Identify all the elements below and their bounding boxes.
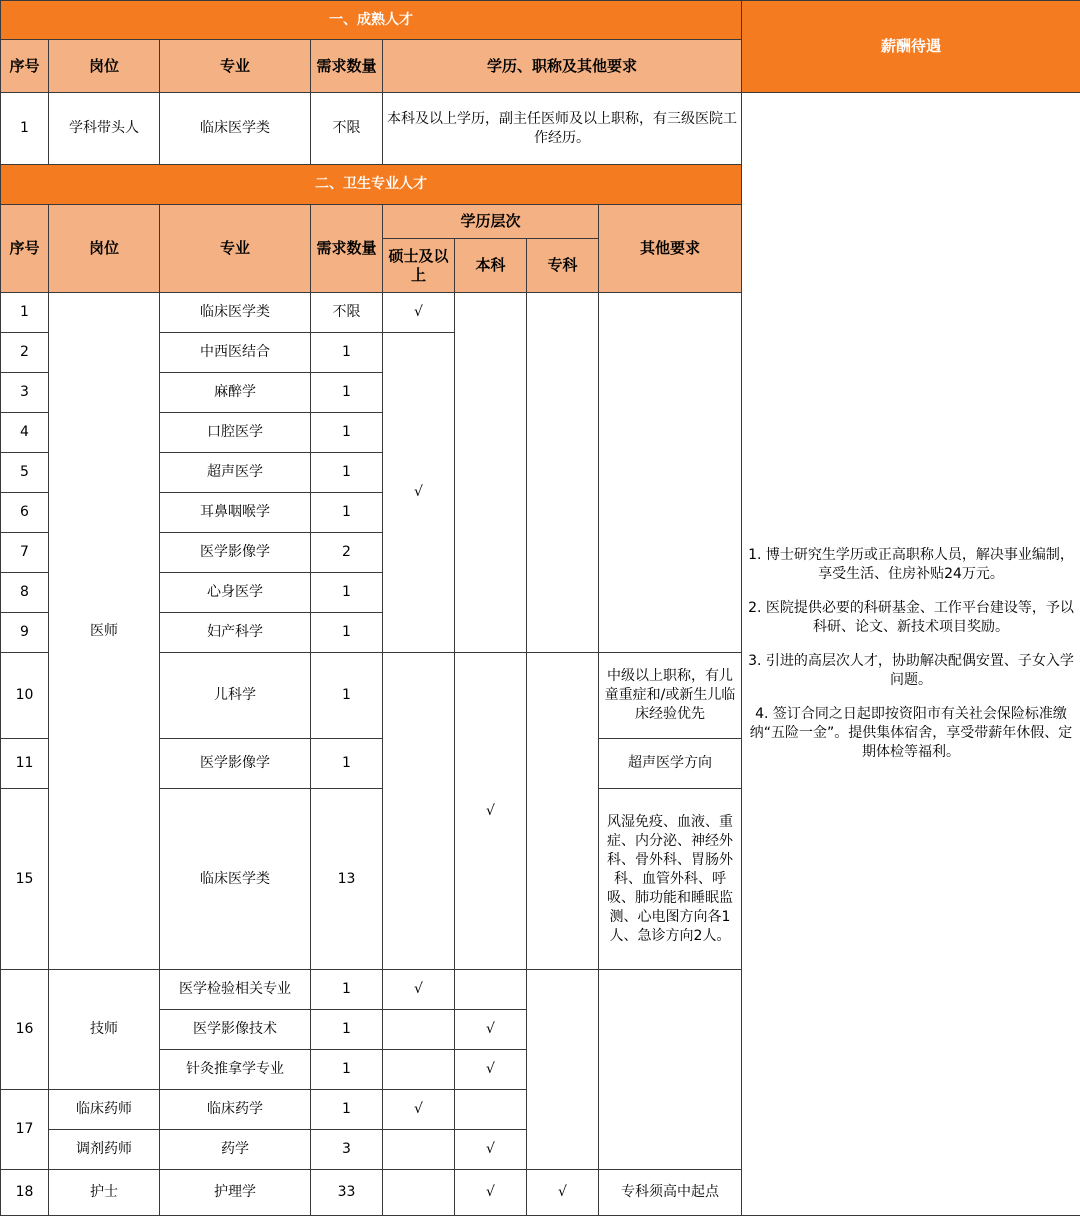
- check-master: √: [383, 333, 455, 653]
- row-other: 超声医学方向: [599, 739, 742, 789]
- check-master: √: [383, 970, 455, 1010]
- row-count: 3: [311, 1130, 383, 1170]
- s1-header-req: 学历、职称及其他要求: [383, 40, 742, 93]
- section2-title: 二、卫生专业人才: [1, 165, 742, 205]
- row-no: 3: [1, 373, 49, 413]
- check-master: √: [383, 1090, 455, 1130]
- benefit-item: 1. 博士研究生学历或正高职称人员，解决事业编制，享受生活、住房补贴24万元。: [748, 547, 1074, 582]
- check-master: √: [383, 293, 455, 333]
- s2-header-no: 序号: [1, 205, 49, 293]
- row-count: 2: [311, 533, 383, 573]
- row-major: 医学影像学: [160, 739, 311, 789]
- row-major: 超声医学: [160, 453, 311, 493]
- row-major: 心身医学: [160, 573, 311, 613]
- row-no: 8: [1, 573, 49, 613]
- row-major: 药学: [160, 1130, 311, 1170]
- check-bachelor: √: [455, 1170, 527, 1216]
- row-count: 13: [311, 789, 383, 970]
- row-major: 医学影像学: [160, 533, 311, 573]
- s1-row-post: 学科带头人: [49, 93, 160, 165]
- row-major: 医学检验相关专业: [160, 970, 311, 1010]
- college-cell: [527, 293, 599, 653]
- s2-header-other: 其他要求: [599, 205, 742, 293]
- row-major: 临床医学类: [160, 789, 311, 970]
- s1-row-no: 1: [1, 93, 49, 165]
- row-count: 1: [311, 739, 383, 789]
- row-count: 1: [311, 613, 383, 653]
- s2-header-count: 需求数量: [311, 205, 383, 293]
- row-no: 16: [1, 970, 49, 1090]
- post-dispensing-pharmacist: 调剂药师: [49, 1130, 160, 1170]
- row-count: 1: [311, 653, 383, 739]
- row-major: 中西医结合: [160, 333, 311, 373]
- row-count: 33: [311, 1170, 383, 1216]
- master-cell: [383, 1130, 455, 1170]
- row-major: 针灸推拿学专业: [160, 1050, 311, 1090]
- row-major: 临床医学类: [160, 293, 311, 333]
- row-other: 风湿免疫、血液、重症、内分泌、神经外科、骨外科、胃肠外科、血管外科、呼吸、肺功能和睡眠监测、心电图方向各1人、急诊方向2人。: [599, 789, 742, 970]
- check-college: √: [527, 1170, 599, 1216]
- s1-header-post: 岗位: [49, 40, 160, 93]
- row-count: 1: [311, 413, 383, 453]
- s1-header-major: 专业: [160, 40, 311, 93]
- row-count: 不限: [311, 293, 383, 333]
- row-other: 中级以上职称，有儿童重症和/或新生儿临床经验优先: [599, 653, 742, 739]
- row-no: 11: [1, 739, 49, 789]
- post-tech: 技师: [49, 970, 160, 1090]
- row-no: 9: [1, 613, 49, 653]
- benefit-item: 4. 签订合同之日起即按资阳市有关社会保险标准缴纳“五险一金”。提供集体宿舍，享受带薪年休假、定期体检等福利。: [749, 706, 1073, 760]
- post-doctor: 医师: [49, 293, 160, 970]
- row-no: 15: [1, 789, 49, 970]
- benefit-item: 2. 医院提供必要的科研基金、工作平台建设等，予以科研、论文、新技术项目奖励。: [748, 600, 1074, 635]
- row-no: 6: [1, 493, 49, 533]
- row-count: 1: [311, 1010, 383, 1050]
- s2-header-edu: 学历层次: [383, 205, 599, 239]
- master-cell: [383, 653, 455, 970]
- benefit-item: 3. 引进的高层次人才，协助解决配偶安置、子女入学问题。: [748, 653, 1074, 688]
- row-count: 1: [311, 493, 383, 533]
- row-count: 1: [311, 1050, 383, 1090]
- college-cell: [527, 970, 599, 1170]
- s2-header-major: 专业: [160, 205, 311, 293]
- salary-benefits: [742, 93, 1080, 1216]
- section1-title: 一、成熟人才: [1, 1, 742, 40]
- check-bachelor: √: [455, 1050, 527, 1090]
- row-major: 医学影像技术: [160, 1010, 311, 1050]
- s1-row-major: 临床医学类: [160, 93, 311, 165]
- row-major: 护理学: [160, 1170, 311, 1216]
- row-major: 儿科学: [160, 653, 311, 739]
- s2-header-college: 专科: [527, 239, 599, 293]
- row-no: 10: [1, 653, 49, 739]
- row-no: 2: [1, 333, 49, 373]
- other-cell: [599, 293, 742, 653]
- check-bachelor: √: [455, 1010, 527, 1050]
- master-cell: [383, 1010, 455, 1050]
- s2-header-master: 硕士及以上: [383, 239, 455, 293]
- bachelor-cell: [455, 970, 527, 1010]
- master-cell: [383, 1050, 455, 1090]
- bachelor-cell: [455, 293, 527, 653]
- row-no: 7: [1, 533, 49, 573]
- row-no: 18: [1, 1170, 49, 1216]
- post-clinical-pharmacist: 临床药师: [49, 1090, 160, 1130]
- s2-header-bachelor: 本科: [455, 239, 527, 293]
- salary-header: 薪酬待遇: [742, 1, 1080, 93]
- other-cell: [599, 970, 742, 1170]
- s1-row-req: 本科及以上学历，副主任医师及以上职称，有三级医院工作经历。: [383, 93, 742, 165]
- bachelor-cell: [455, 1090, 527, 1130]
- college-cell: [527, 653, 599, 970]
- row-major: 妇产科学: [160, 613, 311, 653]
- row-major: 耳鼻咽喉学: [160, 493, 311, 533]
- row-count: 1: [311, 970, 383, 1010]
- row-no: 4: [1, 413, 49, 453]
- s1-header-no: 序号: [1, 40, 49, 93]
- row-count: 1: [311, 453, 383, 493]
- master-cell: [383, 1170, 455, 1216]
- row-no: 1: [1, 293, 49, 333]
- row-no: 17: [1, 1090, 49, 1170]
- row-count: 1: [311, 573, 383, 613]
- check-bachelor: √: [455, 1130, 527, 1170]
- row-major: 麻醉学: [160, 373, 311, 413]
- s1-header-count: 需求数量: [311, 40, 383, 93]
- row-no: 5: [1, 453, 49, 493]
- row-count: 1: [311, 333, 383, 373]
- row-major: 口腔医学: [160, 413, 311, 453]
- row-count: 1: [311, 1090, 383, 1130]
- row-major: 临床药学: [160, 1090, 311, 1130]
- s1-row-count: 不限: [311, 93, 383, 165]
- post-nurse: 护士: [49, 1170, 160, 1216]
- check-bachelor: √: [455, 653, 527, 970]
- s2-header-post: 岗位: [49, 205, 160, 293]
- row-count: 1: [311, 373, 383, 413]
- row-other: 专科须高中起点: [599, 1170, 742, 1216]
